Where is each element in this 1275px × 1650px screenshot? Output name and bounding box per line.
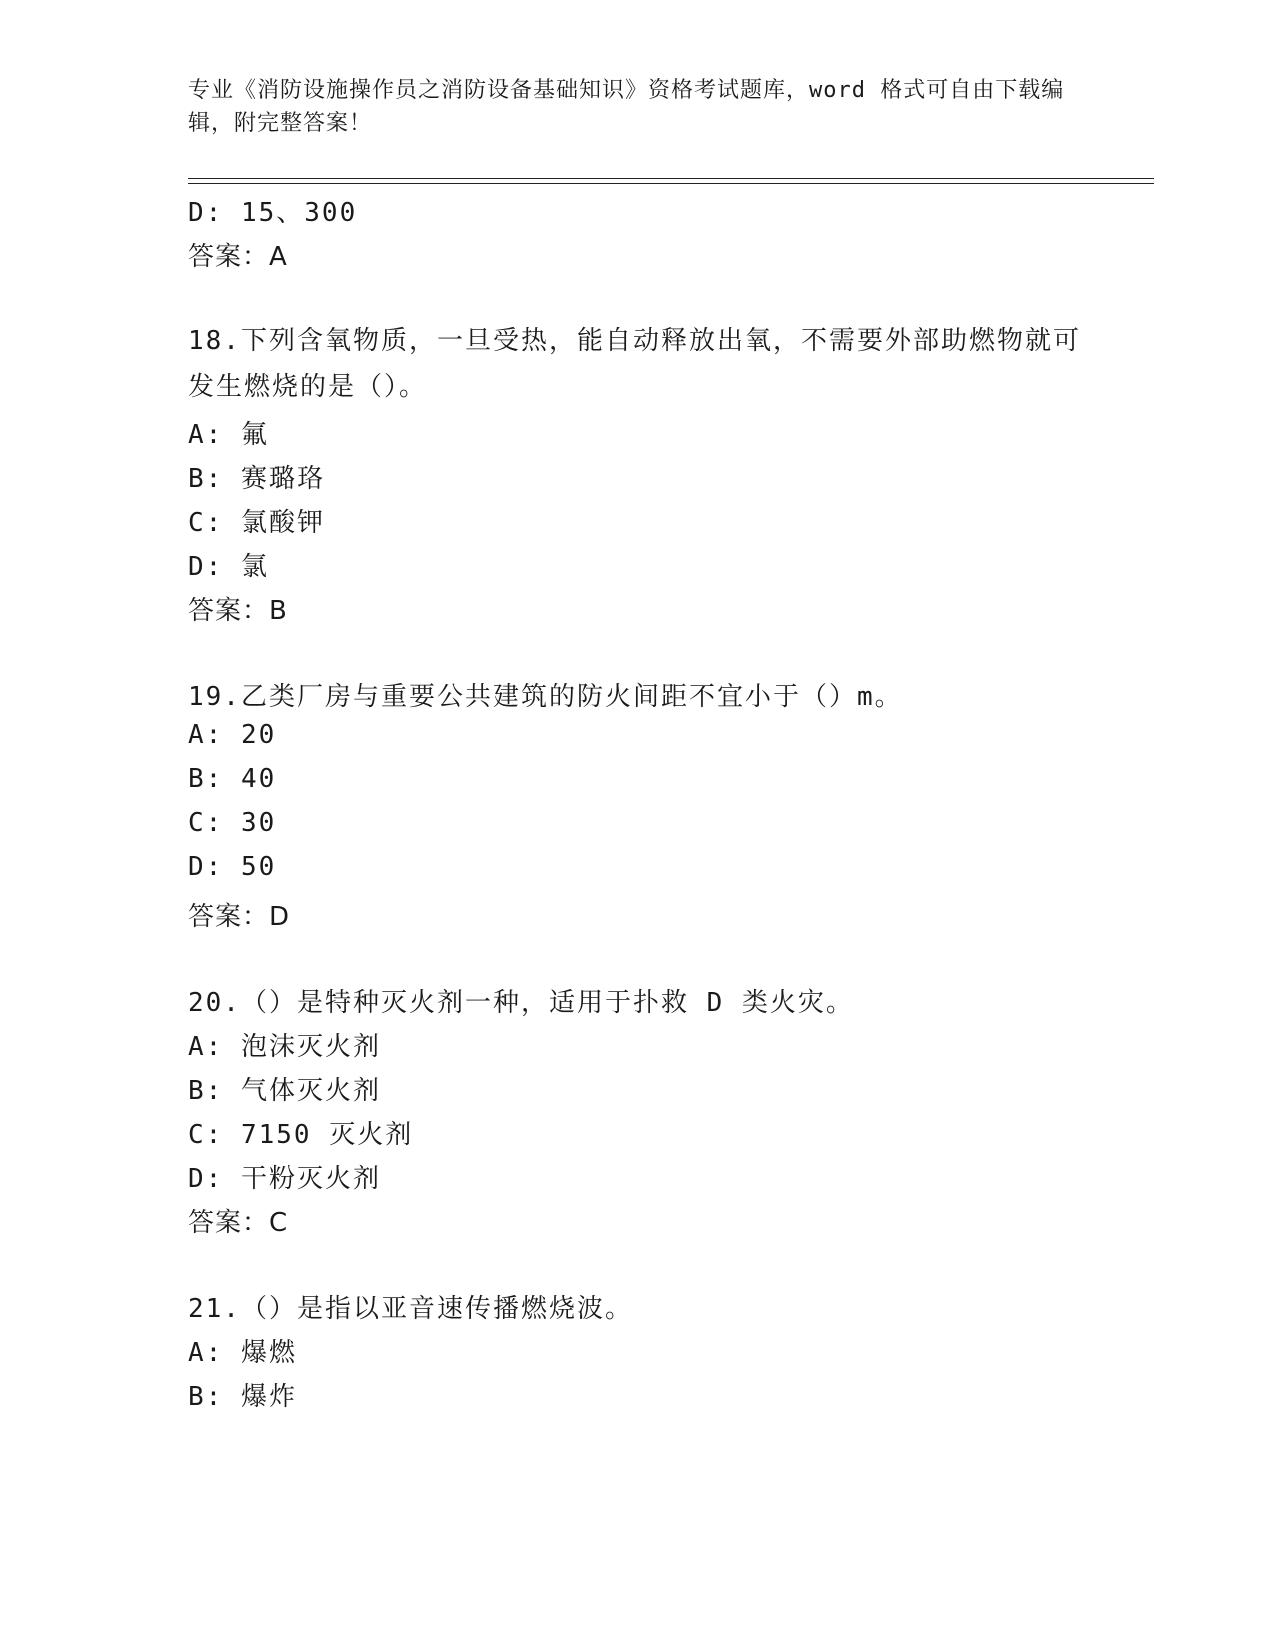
question-18-answer: 答案：B [188, 596, 288, 626]
question-20-answer: 答案：C [188, 1208, 289, 1238]
question-21-option-b: B: 爆炸 [188, 1382, 297, 1412]
question-19-answer: 答案：D [188, 902, 291, 932]
question-18-text: 18.下列含氧物质，一旦受热，能自动释放出氧，不需要外部助燃物就可发生燃烧的是（）。 [188, 326, 1081, 402]
question-18-option-b: B: 赛璐珞 [188, 464, 325, 494]
question-19-option-b: B: 40 [188, 764, 277, 794]
question-19-option-c: C: 30 [188, 808, 277, 838]
question-20-text: 20.（）是特种灭火剂一种，适用于扑救 D 类火灾。 [188, 988, 854, 1018]
question-20-option-a: A: 泡沫灭火剂 [188, 1032, 381, 1062]
question-21-text: 21.（）是指以亚音速传播燃烧波。 [188, 1294, 633, 1324]
question-18-option-d: D: 氯 [188, 552, 269, 582]
question-18-option-a: A: 氟 [188, 420, 269, 450]
question-19-option-a: A: 20 [188, 720, 277, 750]
prev-answer: 答案：A [188, 242, 288, 272]
question-20-option-b: B: 气体灭火剂 [188, 1076, 381, 1106]
question-20-option-d: D: 干粉灭火剂 [188, 1164, 381, 1194]
question-19-option-d: D: 50 [188, 852, 277, 882]
question-18-option-c: C: 氯酸钾 [188, 508, 325, 538]
header-divider-bottom [188, 183, 1154, 184]
question-21-option-a: A: 爆燃 [188, 1338, 297, 1368]
document-header: 专业《消防设施操作员之消防设备基础知识》资格考试题库，word 格式可自由下载编辑，附完整答案！ [188, 78, 1065, 136]
question-19-text: 19.乙类厂房与重要公共建筑的防火间距不宜小于（）m。 [188, 682, 903, 712]
question-20-option-c: C: 7150 灭火剂 [188, 1120, 414, 1150]
header-divider-top [188, 178, 1154, 179]
prev-option-d: D: 15、300 [188, 198, 358, 228]
